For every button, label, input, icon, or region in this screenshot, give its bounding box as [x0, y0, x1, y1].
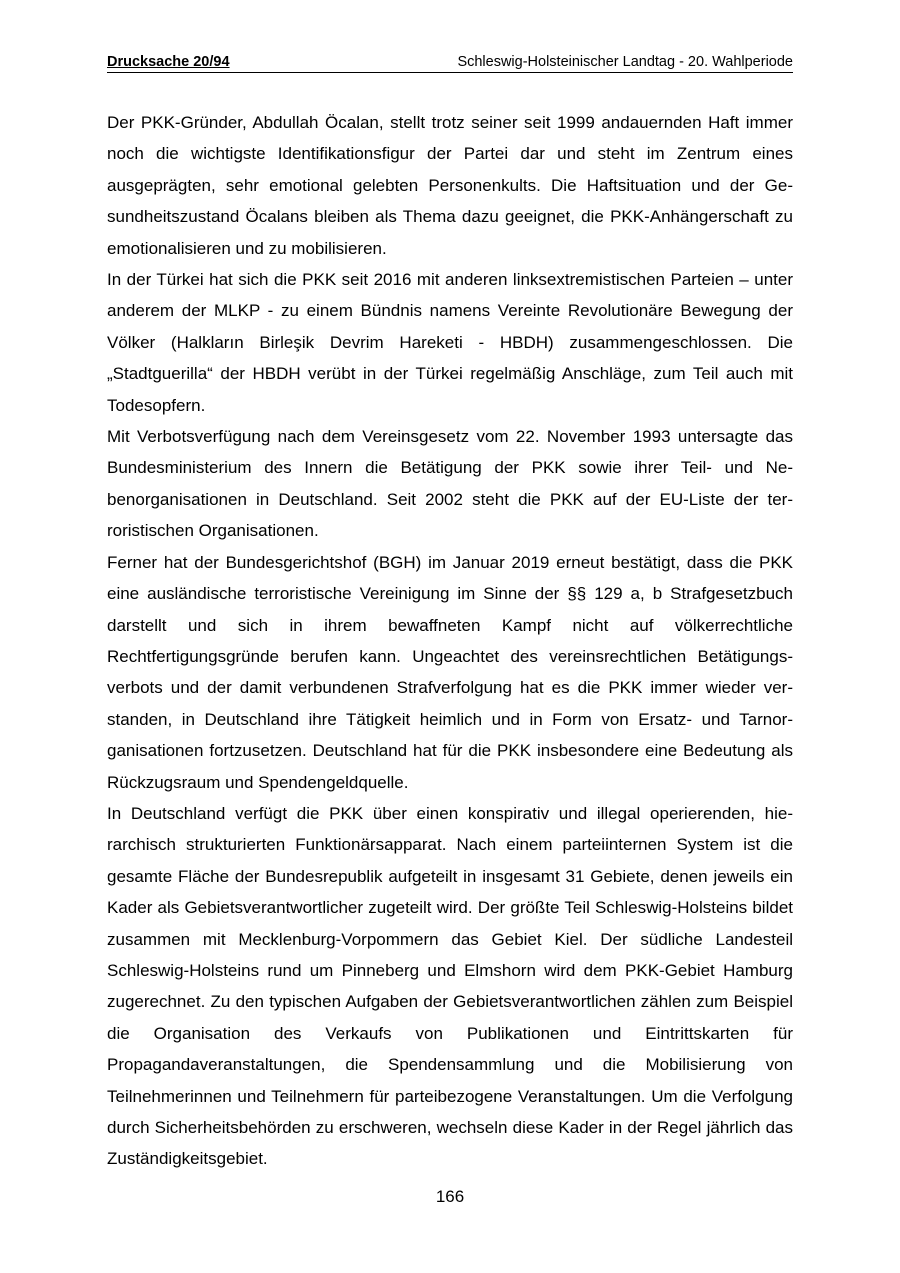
document-page	[107, 52, 793, 1175]
page-header	[107, 52, 793, 73]
page-number: 166	[435, 1187, 465, 1206]
paragraph-ban: Mit Verbotsverfügung nach dem Vereinsgesetz vom 22. November 1993 untersagte das Bundesministerium des Innern die Betätigung der PKK sowie ihrer Teil- und Nebenorganisationen in Deutschland. Seit 2002 steht die PKK auf der EU-Liste der terroristischen Organisationen.	[107, 427, 793, 541]
paragraph-bgh: Ferner hat der Bundesgerichtshof (BGH) im Januar 2019 erneut bestätigt, dass die PKK eine ausländische terroristische Vereinigung im Sinne der §§ 129 a, b Strafgesetzbuch darstellt und sich in ihrem bewaffneten Kampf nicht auf völkerrechtliche Rechtfertigungsgründe berufen kann. Ungeachtet des vereinsrechtlichen Betätigungsverbots und der damit verbundenen Strafverfolgung hat es die PKK immer wieder verstanden, in Deutschland ihre Tätigkeit heimlich und in Form von Ersatz- und Tarnorganisationen fortzusetzen. Deutschland hat für die PKK insbesondere eine Bedeutung als Rückzugsraum und Spendengeldquelle.	[107, 552, 793, 792]
body-text	[107, 107, 793, 1175]
paragraph-oecalan: Der PKK-Gründer, Abdullah Öcalan, stellt trotz seiner seit 1999 andauernden Haft immer noch die wichtigste Identifikationsfigur der Partei dar und steht im Zentrum eines ausgeprägten, sehr emotional gelebten Personenkults. Die Haftsituation und der Gesundheitszustand Öcalans bleiben als Thema dazu geeignet, die PKK-Anhängerschaft zu emotionalisieren und zu mobilisieren.	[107, 113, 793, 258]
paragraph-structure: In Deutschland verfügt die PKK über einen konspirativ und illegal operierenden, hierarchisch strukturierten Funktionärsapparat. Nach einem parteiinternen System ist die gesamte Fläche der Bundesrepublik aufgeteilt in insgesamt 31 Gebiete, denen jeweils ein Kader als Gebietsverantwortlicher zugeteilt wird. Der größte Teil Schleswig-Holsteins bildet zusammen mit Mecklenburg-Vorpommern das Gebiet Kiel. Der südliche Landesteil Schleswig-Holsteins rund um Pinneberg und Elmshorn wird dem PKK-Gebiet Hamburg zugerechnet. Zu den typischen Aufgaben der Gebietsverantwortlichen zählen zum Beispiel die Organisation des Verkaufs von Publikationen und Eintrittskarten für Propagandaveranstaltungen, die Spendensammlung und die Mobilisierung von Teilnehmerinnen und Teilnehmern für parteibezogene Veranstaltungen. Um die Verfolgung durch Sicherheitsbehörden zu erschweren, wechseln diese Kader in der Regel jährlich das Zuständigkeitsgebiet.	[107, 803, 793, 1169]
paragraph-hbdh: In der Türkei hat sich die PKK seit 2016 mit anderen linksextremistischen Parteien – unter anderem der MLKP - zu einem Bündnis namens Vereinte Revolutionäre Bewegung der Völker (Halkların Birleşik Devrim Hareketi - HBDH) zusammengeschlossen. Die „Stadtguerilla“ der HBDH verübt in der Türkei regelmäßig Anschläge, zum Teil auch mit Todesopfern.	[107, 270, 793, 415]
parliament-label: Schleswig-Holsteinischer Landtag - 20. Wahlperiode	[457, 54, 793, 70]
document-number: Drucksache 20/94	[107, 54, 230, 70]
